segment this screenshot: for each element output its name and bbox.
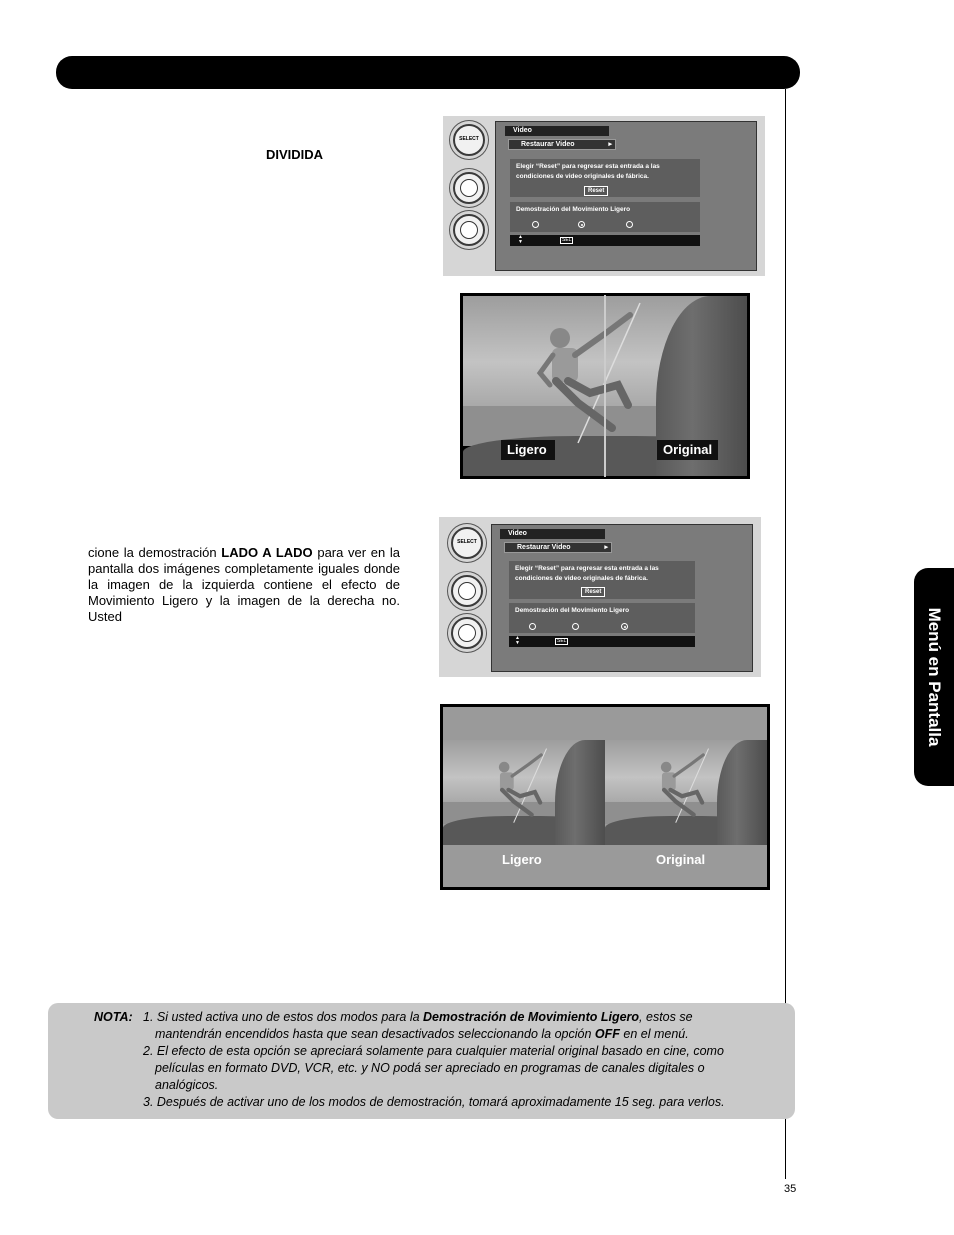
paragraph-run: LADO A LADO — [221, 545, 313, 560]
right-label: Original — [657, 440, 718, 460]
menu-title: Video — [500, 529, 605, 539]
climber-figure — [483, 740, 573, 845]
note-line: 1. Si usted activa uno de estos dos modos para la Demostración de Movimiento Ligero, estos se — [143, 1010, 693, 1024]
menu-panel-1 — [443, 116, 765, 276]
reset-button[interactable]: Reset — [581, 587, 605, 597]
up-down-arrow-icon: ▲ ▼ — [515, 635, 520, 646]
heading-fragment: DIVIDIDA — [266, 147, 324, 162]
up-down-arrow-icon: ▲ ▼ — [518, 234, 523, 245]
reset-button[interactable]: Reset — [584, 186, 608, 196]
select-button-icon: SELECT — [451, 527, 483, 559]
note-line: 3. Después de activar uno de los modos de demostración, tomará aproximadamente 15 seg. para verlos. — [143, 1095, 725, 1109]
right-label: Original — [656, 852, 706, 867]
split-demo-image — [460, 293, 750, 479]
nav-hint-bar — [510, 235, 700, 246]
sel-hint: SEL — [557, 638, 567, 644]
radio-option-2[interactable] — [578, 221, 585, 228]
cursor-right-icon — [453, 172, 485, 204]
menu-panel-2 — [439, 517, 761, 677]
submenu-item[interactable]: Restaurar Video ▸ — [504, 542, 612, 553]
paragraph-run: para ver en la pantalla dos imágenes completamente iguales donde la imagen de la izquierda contiene el efecto de Movimiento Ligero y la imagen de la derecha no. Usted — [88, 545, 400, 624]
note-line: analógicos. — [155, 1078, 219, 1092]
left-half-image — [443, 740, 605, 845]
reset-info-box: Elegir “Reset” para regresar esta entrada a las condiciones de video originales de fábrica. Reset — [509, 561, 695, 599]
reset-info-box: Elegir “Reset” para regresar esta entrada a las condiciones de video originales de fábrica. Reset — [510, 159, 700, 197]
section-tab — [914, 568, 954, 786]
select-button-icon: SELECT — [453, 124, 485, 156]
paragraph-run: cione la demostración — [88, 545, 222, 560]
radio-option-3[interactable] — [621, 623, 628, 630]
nav-hint-bar — [509, 636, 695, 647]
menu-title: Video — [505, 126, 609, 136]
sel-hint: SEL — [562, 237, 572, 243]
cursor-down-icon — [451, 617, 483, 649]
note-line: películas en formato DVD, VCR, etc. y NO podá ser apreciado en programas de canales digitales o — [155, 1061, 705, 1075]
tv-menu-screen — [495, 121, 757, 271]
page-number: 35 — [784, 1183, 797, 1195]
radio-option-2[interactable] — [572, 623, 579, 630]
radio-option-1[interactable] — [529, 623, 536, 630]
note-box — [48, 1003, 795, 1119]
climber-figure — [645, 740, 735, 845]
radio-option-3[interactable] — [626, 221, 633, 228]
header-bar — [56, 56, 800, 89]
demo-box: Demostración del Movimiento Ligero — [510, 202, 700, 232]
note-line: mantendrán encendidos hasta que sean desactivados seleccionando la opción OFF en el menú. — [155, 1027, 689, 1041]
body-paragraph — [88, 545, 400, 625]
demo-box: Demostración del Movimiento Ligero — [509, 603, 695, 633]
radio-option-1[interactable] — [532, 221, 539, 228]
side-by-side-demo-image — [440, 704, 770, 890]
split-divider — [604, 295, 606, 477]
right-half-image — [605, 740, 767, 845]
section-tab-label: Menú en Pantalla — [925, 607, 944, 747]
tv-menu-screen — [491, 524, 753, 672]
left-label: Ligero — [502, 852, 542, 867]
note-line: 2. El efecto de esta opción se apreciará solamente para cualquier material original basado en cine, como — [143, 1044, 724, 1058]
cursor-right-icon — [451, 575, 483, 607]
submenu-item[interactable]: Restaurar Video ▸ — [508, 139, 616, 150]
left-label: Ligero — [501, 440, 555, 460]
cursor-down-icon — [453, 214, 485, 246]
note-label: NOTA: — [94, 1010, 133, 1024]
